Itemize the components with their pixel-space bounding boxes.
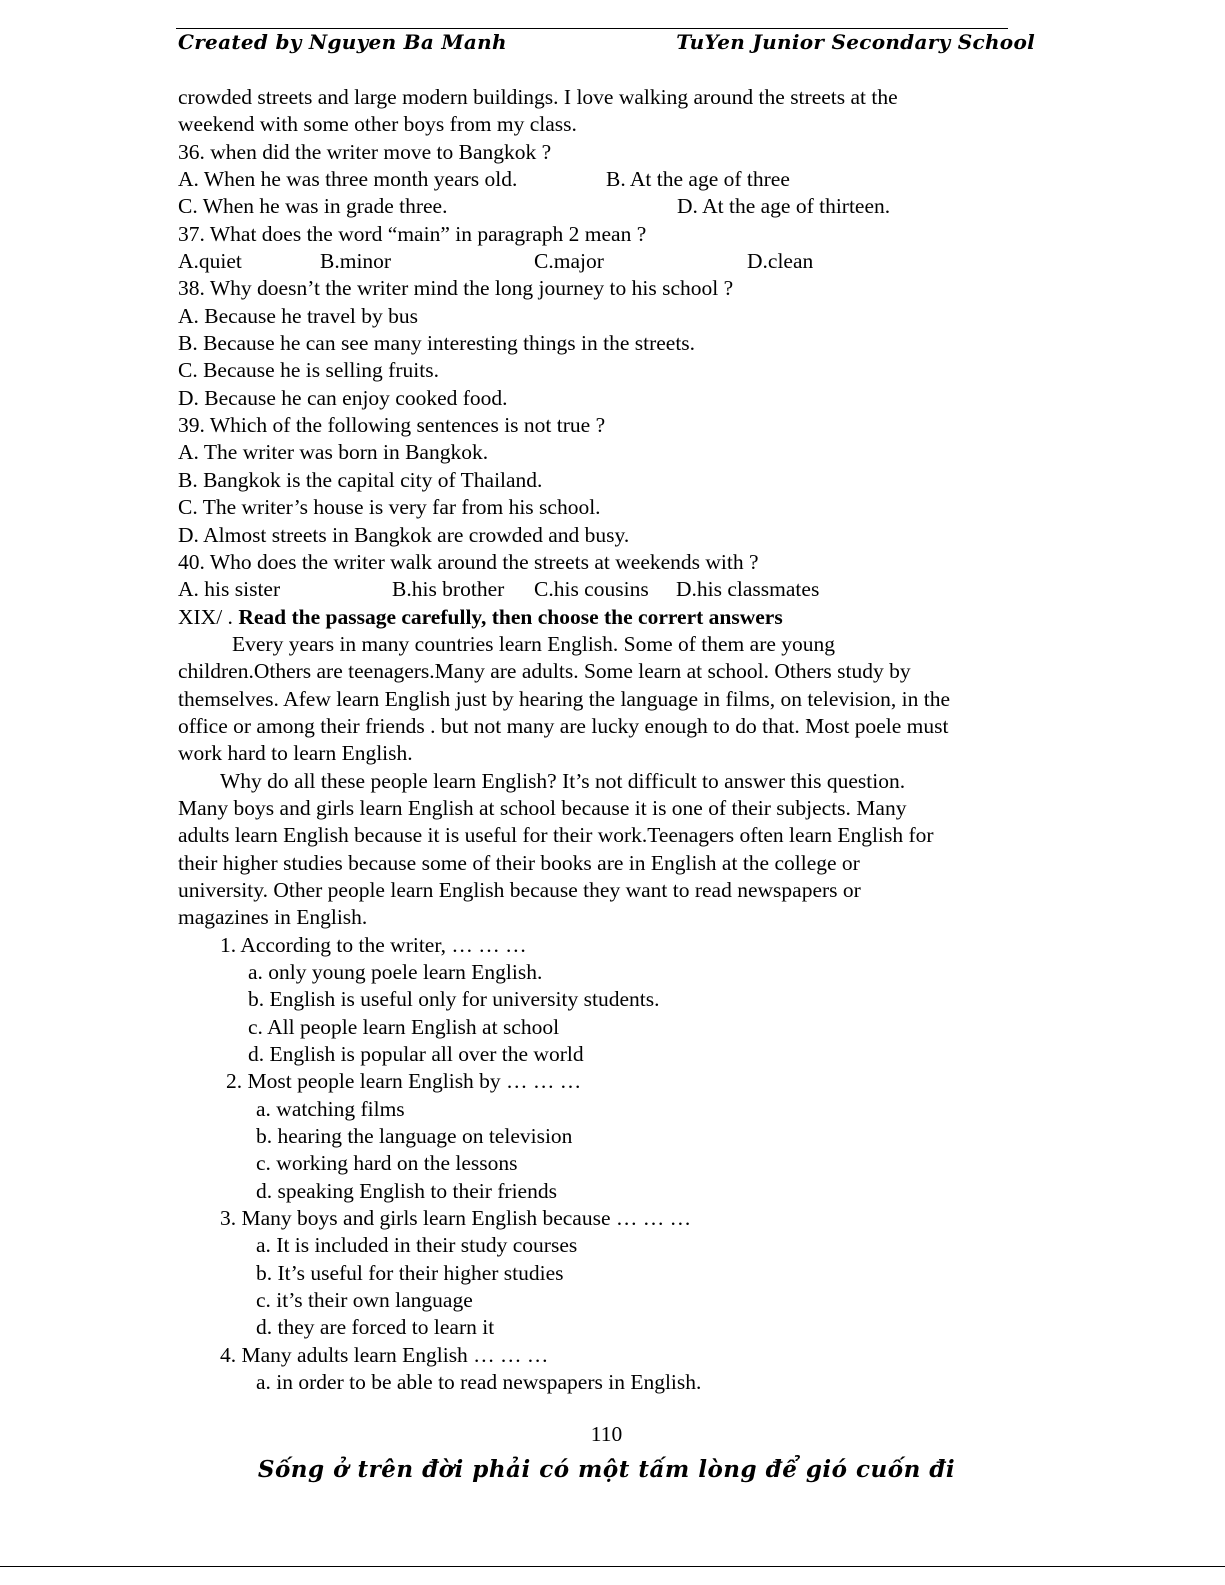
option-36-a: A. When he was three month years old. [178,167,518,192]
mc-question-4: 4. Many adults learn English … … … [220,1342,549,1367]
question-36: 36. when did the writer move to Bangkok ? [178,139,552,164]
section-heading [178,604,1038,631]
mc-option: a. It is included in their study courses [256,1233,578,1258]
option-38-c: C. Because he is selling fruits. [178,358,439,383]
question-40: 40. Who does the writer walk around the streets at weekends with ? [178,549,759,574]
option-40-c: C.his cousins [534,577,649,602]
option-36-b: B. At the age of three [606,167,790,192]
passage2-line: children.Others are teenagers.Many are adults. Some learn at school. Others study by [178,659,911,684]
mc-option: d. English is popular all over the world [248,1042,584,1067]
page-number: 110 [590,1422,623,1446]
passage2-line: Why do all these people learn English? It’s not difficult to answer this question. [220,768,906,793]
passage-line: crowded streets and large modern buildings. I love walking around the streets at the [178,85,898,109]
question-37-options [178,248,1038,275]
option-38-a: A. Because he travel by bus [178,303,419,328]
mc-question-1: 1. According to the writer, … … … [220,932,527,957]
mc-option: a. in order to be able to read newspapers in English. [256,1370,702,1395]
option-39-d: D. Almost streets in Bangkok are crowded and busy. [178,522,630,547]
option-37-b: B.minor [320,249,392,274]
question-39: 39. Which of the following sentences is not true ? [178,413,606,438]
passage2-line: magazines in English. [178,905,368,930]
mc-option: d. speaking English to their friends [256,1178,557,1203]
mc-question-3: 3. Many boys and girls learn English because … … … [220,1206,692,1231]
mc-option: b. hearing the language on television [256,1124,573,1149]
header-author: Created by Nguyen Ba Manh [178,30,507,54]
option-36-c: C. When he was in grade three. [178,194,448,219]
option-37-c: C.major [534,249,604,274]
mc-option: c. All people learn English at school [248,1014,560,1039]
option-39-b: B. Bangkok is the capital city of Thailand. [178,467,543,492]
passage2-line: their higher studies because some of their books are in English at the college or [178,850,860,875]
passage2-line: work hard to learn English. [178,741,413,766]
mc-option: b. English is useful only for university students. [248,987,660,1012]
mc-option: a. watching films [256,1096,405,1121]
passage2-line: themselves. Afew learn English just by hearing the language in films, on television, in the [178,686,951,711]
mc-option: c. working hard on the lessons [256,1151,518,1176]
option-36-d: D. At the age of thirteen. [677,194,891,219]
passage2-line: office or among their friends . but not many are lucky enough to do that. Most poele must [178,713,949,738]
option-39-c: C. The writer’s house is very far from his school. [178,495,601,520]
option-39-a: A. The writer was born in Bangkok. [178,440,489,465]
question-40-options [178,576,1038,603]
option-40-a: A. his sister [178,577,281,602]
section-title: Read the passage carefully, then choose the corrert answers [238,604,783,629]
option-37-a: A.quiet [178,249,242,274]
mc-option: c. it’s their own language [256,1288,473,1313]
option-40-b: B.his brother [392,577,505,602]
passage2-line: adults learn English because it is useful for their work.Teenagers often learn English for [178,823,934,848]
page-content [178,84,1038,1397]
footer-motto: Sống ở trên đời phải có một tấm lòng để gió cuốn đi [257,1456,956,1483]
header-school: TuYen Junior Secondary School [676,30,1035,54]
mc-question-2: 2. Most people learn English by … … … [226,1069,582,1094]
section-number: XIX/ . [178,604,239,629]
question-37: 37. What does the word “main” in paragraph 2 mean ? [178,221,647,246]
question-36-options-cd [178,193,1038,220]
passage2-line: university. Other people learn English because they want to read newspapers or [178,877,861,902]
header-rule [176,28,1008,29]
bottom-rule [0,1566,1225,1567]
question-36-options-ab [178,166,1038,193]
passage2-line: Every years in many countries learn English. Some of them are young [232,631,836,656]
mc-option: a. only young poele learn English. [248,960,543,984]
passage2-line: Many boys and girls learn English at school because it is one of their subjects. Many [178,795,907,820]
mc-option: d. they are forced to learn it [256,1315,495,1340]
option-40-d: D.his classmates [676,577,820,602]
option-37-d: D.clean [747,249,814,274]
option-38-d: D. Because he can enjoy cooked food. [178,385,508,410]
option-38-b: B. Because he can see many interesting things in the streets. [178,331,696,356]
mc-option: b. It’s useful for their higher studies [256,1260,564,1285]
question-38: 38. Why doesn’t the writer mind the long journey to his school ? [178,276,734,301]
passage-line: weekend with some other boys from my class. [178,112,577,137]
